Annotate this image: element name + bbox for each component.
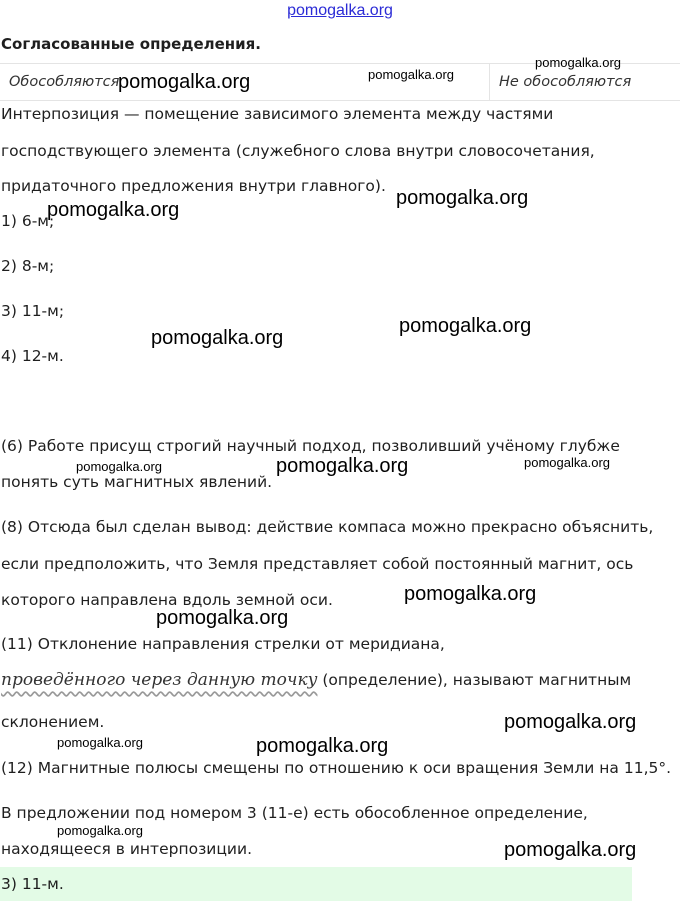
sentence-8-line-3: которого направлена вдоль земной оси. [1,591,333,609]
table-label-not-separated: Не обособляются [499,74,632,90]
watermark: pomogalka.org [399,315,532,337]
conclusion-line-1: В предложении под номером 3 (11-е) есть обособленное определение, [1,804,588,822]
watermark: pomogalka.org [57,735,143,750]
definition-line-3: придаточного предложения внутри главного). [1,177,386,195]
sentence-11-line-2 [1,662,631,698]
watermark: pomogalka.org [118,71,251,93]
definition-line-2: господствующего элемента (служебного слова внутри словосочетания, [1,142,595,160]
conclusion-line-2: находящееся в интерпозиции. [1,840,253,858]
sentence-8-line-2: если предположить, что Земля представляет собой постоянный магнит, ось [1,555,634,573]
watermark: pomogalka.org [524,455,610,470]
sentence-6-line-1: (6) Работе присущ строгий научный подход, позволивший учёному глубже [1,437,620,455]
option-4: 4) 12-м. [1,347,64,365]
watermark: pomogalka.org [504,711,637,733]
section-heading: Согласованные определения. [1,35,261,53]
sentence-8-line-1: (8) Отсюда был сделан вывод: действие компаса можно прекрасно объяснить, [1,518,654,536]
definition-line-1: Интерпозиция — помещение зависимого элемента между частями [1,105,554,123]
watermark: pomogalka.org [368,67,454,82]
sentence-11-line-1: (11) Отклонение направления стрелки от меридиана, [1,635,445,653]
site-link[interactable]: pomogalka.org [287,2,393,19]
highlighted-definition: проведённого через данную точку [1,670,318,690]
sentence-12: (12) Магнитные полюсы смещены по отношению к оси вращения Земли на 11,5°. [1,759,672,777]
watermark: pomogalka.org [396,187,529,209]
answer-text: 3) 11-м. [1,875,64,893]
watermark: pomogalka.org [276,455,409,477]
sentence-11-line-3: склонением. [1,713,105,731]
watermark: pomogalka.org [151,327,284,349]
sentence-11-tail: (определение), называют магнитным [317,671,632,689]
watermark: pomogalka.org [535,55,621,70]
watermark: pomogalka.org [404,583,537,605]
watermark: pomogalka.org [57,823,143,838]
table-label-separated: Обособляются [9,74,120,90]
watermark: pomogalka.org [47,199,180,221]
option-3: 3) 11-м; [1,302,65,320]
answer-box [0,867,632,901]
watermark: pomogalka.org [76,459,162,474]
sentence-6-line-2: понять суть магнитных явлений. [1,473,273,491]
option-1: 1) 6-м; [1,212,55,230]
watermark: pomogalka.org [504,839,637,861]
watermark: pomogalka.org [156,607,289,629]
option-2: 2) 8-м; [1,257,55,275]
watermark: pomogalka.org [256,735,389,757]
